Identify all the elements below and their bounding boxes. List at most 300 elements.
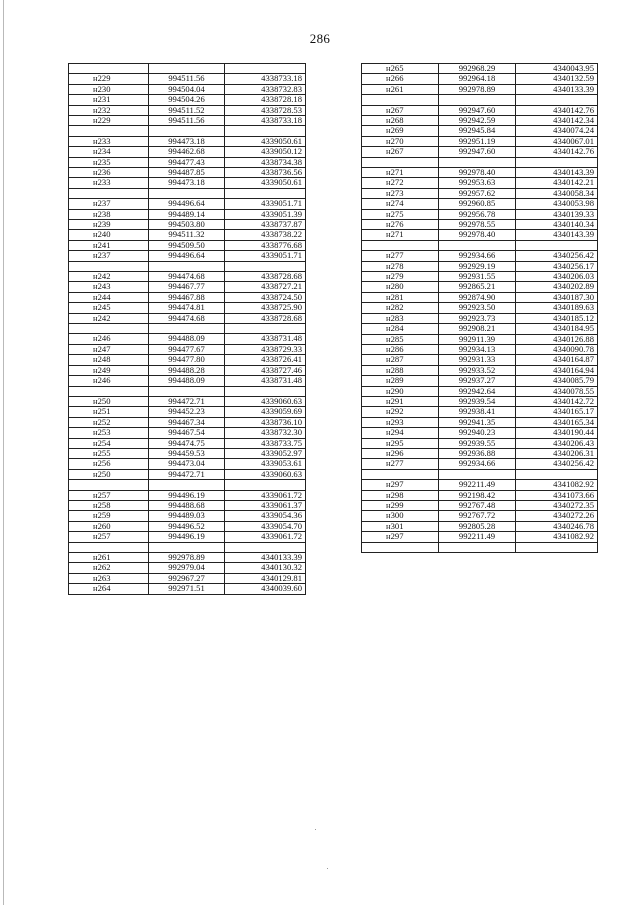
table-row: [69, 344, 306, 354]
point-id-cell: н301: [362, 521, 439, 531]
point-id-cell: н276: [362, 220, 439, 230]
y-coordinate-cell: 4339051.71: [225, 199, 306, 209]
table-row-separator: [69, 386, 306, 396]
point-id-cell: н267: [362, 147, 439, 157]
table-row: [69, 240, 306, 250]
x-coordinate-cell: 994474.68: [149, 313, 225, 323]
point-id-cell: [69, 324, 149, 334]
x-coordinate-cell: 994488.09: [149, 376, 225, 386]
y-coordinate-cell: 4338727.21: [225, 282, 306, 292]
point-id-cell: н240: [69, 230, 149, 240]
x-coordinate-cell: 992947.60: [439, 105, 516, 115]
y-coordinate-cell: 4338728.18: [225, 95, 306, 105]
x-coordinate-cell: 994473.18: [149, 178, 225, 188]
table-row: [362, 324, 598, 334]
x-coordinate-cell: [439, 469, 516, 479]
table-row: [362, 303, 598, 313]
table-row-separator: [362, 542, 598, 552]
table-row: [69, 469, 306, 479]
table-row: [362, 272, 598, 282]
x-coordinate-cell: 994472.71: [149, 396, 225, 406]
x-coordinate-cell: 992931.55: [439, 272, 516, 282]
point-id-cell: н243: [69, 282, 149, 292]
x-coordinate-cell: 994511.56: [149, 116, 225, 126]
y-coordinate-cell: 4338734.38: [225, 157, 306, 167]
table-row: [69, 355, 306, 365]
y-coordinate-cell: [225, 324, 306, 334]
point-id-cell: н271: [362, 168, 439, 178]
x-coordinate-cell: 992957.62: [439, 188, 516, 198]
y-coordinate-cell: 4340165.17: [516, 407, 598, 417]
point-id-cell: [362, 240, 439, 250]
y-coordinate-cell: 4340142.34: [516, 116, 598, 126]
y-coordinate-cell: 4338728.53: [225, 105, 306, 115]
x-coordinate-cell: 994477.80: [149, 355, 225, 365]
x-coordinate-cell: 992937.27: [439, 376, 516, 386]
x-coordinate-cell: 994473.04: [149, 459, 225, 469]
table-row: [362, 136, 598, 146]
y-coordinate-cell: 4339050.12: [225, 147, 306, 157]
table-row: [69, 490, 306, 500]
x-coordinate-cell: 992923.50: [439, 303, 516, 313]
point-id-cell: н267: [362, 105, 439, 115]
scan-speck: [327, 868, 328, 869]
table-row: [69, 303, 306, 313]
table-row: [362, 407, 598, 417]
x-coordinate-cell: 994474.68: [149, 272, 225, 282]
point-id-cell: н268: [362, 116, 439, 126]
y-coordinate-cell: 4338724.50: [225, 292, 306, 302]
table-row: [69, 552, 306, 562]
x-coordinate-cell: 994496.52: [149, 521, 225, 531]
y-coordinate-cell: 4340085.79: [516, 376, 598, 386]
y-coordinate-cell: 4339060.63: [225, 469, 306, 479]
point-id-cell: н231: [69, 95, 149, 105]
y-coordinate-cell: 4338736.10: [225, 417, 306, 427]
y-coordinate-cell: 4339052.97: [225, 448, 306, 458]
y-coordinate-cell: 4339054.70: [225, 521, 306, 531]
point-id-cell: [69, 126, 149, 136]
table-row: [69, 396, 306, 406]
table-row-separator: [69, 126, 306, 136]
point-id-cell: н254: [69, 438, 149, 448]
point-id-cell: н275: [362, 209, 439, 219]
point-id-cell: н241: [69, 240, 149, 250]
point-id-cell: н271: [362, 230, 439, 240]
x-coordinate-cell: 994496.19: [149, 532, 225, 542]
table-row: [69, 500, 306, 510]
table-row: [69, 511, 306, 521]
point-id-cell: н291: [362, 396, 439, 406]
x-coordinate-cell: 992940.23: [439, 428, 516, 438]
table-row: [362, 386, 598, 396]
table-row-separator: [362, 157, 598, 167]
table-row: [69, 438, 306, 448]
x-coordinate-cell: 992934.66: [439, 459, 516, 469]
table-row: [69, 407, 306, 417]
table-row: [362, 74, 598, 84]
point-id-cell: н273: [362, 188, 439, 198]
point-id-cell: н281: [362, 292, 439, 302]
x-coordinate-cell: 992978.40: [439, 168, 516, 178]
table-row: [69, 532, 306, 542]
table-row: [362, 355, 598, 365]
coordinates-table-right: [361, 63, 598, 553]
point-id-cell: н246: [69, 376, 149, 386]
scan-speck: [315, 829, 316, 830]
scan-edge-line: [3, 0, 4, 905]
y-coordinate-cell: 4340058.34: [516, 188, 598, 198]
x-coordinate-cell: [149, 188, 225, 198]
table-row: [69, 199, 306, 209]
y-coordinate-cell: [225, 188, 306, 198]
y-coordinate-cell: 4340256.42: [516, 459, 598, 469]
y-coordinate-cell: 4338733.75: [225, 438, 306, 448]
table-row: [362, 428, 598, 438]
table-row: [362, 292, 598, 302]
y-coordinate-cell: [225, 261, 306, 271]
x-coordinate-cell: 994467.77: [149, 282, 225, 292]
y-coordinate-cell: 4340189.63: [516, 303, 598, 313]
table-row: [69, 147, 306, 157]
x-coordinate-cell: 992978.89: [149, 552, 225, 562]
table-row: [362, 313, 598, 323]
y-coordinate-cell: 4340142.76: [516, 147, 598, 157]
x-coordinate-cell: 994452.23: [149, 407, 225, 417]
point-id-cell: н236: [69, 168, 149, 178]
table-row: [362, 116, 598, 126]
point-id-cell: н297: [362, 480, 439, 490]
x-coordinate-cell: 992960.85: [439, 199, 516, 209]
point-id-cell: н270: [362, 136, 439, 146]
y-coordinate-cell: 4338732.83: [225, 84, 306, 94]
y-coordinate-cell: [225, 126, 306, 136]
x-coordinate-cell: 992968.29: [439, 64, 516, 74]
point-id-cell: н300: [362, 511, 439, 521]
point-id-cell: н289: [362, 376, 439, 386]
point-id-cell: н246: [69, 334, 149, 344]
table-row: [69, 157, 306, 167]
point-id-cell: н287: [362, 355, 439, 365]
coordinates-table-left: [68, 63, 306, 595]
y-coordinate-cell: 4340133.39: [516, 84, 598, 94]
table-row: [362, 344, 598, 354]
x-coordinate-cell: [149, 542, 225, 552]
table-row: [69, 105, 306, 115]
x-coordinate-cell: 992934.66: [439, 251, 516, 261]
point-id-cell: н233: [69, 136, 149, 146]
table-row: [362, 532, 598, 542]
point-id-cell: н234: [69, 147, 149, 157]
point-id-cell: н242: [69, 272, 149, 282]
y-coordinate-cell: [516, 95, 598, 105]
table-row: [362, 448, 598, 458]
point-id-cell: н294: [362, 428, 439, 438]
point-id-cell: н253: [69, 428, 149, 438]
point-id-cell: н298: [362, 490, 439, 500]
x-coordinate-cell: 994489.14: [149, 209, 225, 219]
point-id-cell: н229: [69, 74, 149, 84]
x-coordinate-cell: 994496.64: [149, 251, 225, 261]
y-coordinate-cell: 4340133.39: [225, 552, 306, 562]
x-coordinate-cell: 994462.68: [149, 147, 225, 157]
x-coordinate-cell: 992874.90: [439, 292, 516, 302]
x-coordinate-cell: [439, 542, 516, 552]
y-coordinate-cell: 4340165.34: [516, 417, 598, 427]
table-row: [69, 74, 306, 84]
y-coordinate-cell: 4338727.46: [225, 365, 306, 375]
point-id-cell: н257: [69, 490, 149, 500]
point-id-cell: н264: [69, 584, 149, 594]
y-coordinate-cell: [225, 542, 306, 552]
y-coordinate-cell: 4341082.92: [516, 532, 598, 542]
point-id-cell: н250: [69, 396, 149, 406]
table-row: [69, 178, 306, 188]
x-coordinate-cell: 994488.28: [149, 365, 225, 375]
table-row-separator: [69, 480, 306, 490]
x-coordinate-cell: 994509.50: [149, 240, 225, 250]
table-row: [69, 417, 306, 427]
table-row: [69, 376, 306, 386]
x-coordinate-cell: [439, 95, 516, 105]
point-id-cell: [69, 542, 149, 552]
x-coordinate-cell: [149, 261, 225, 271]
x-coordinate-cell: 994459.53: [149, 448, 225, 458]
y-coordinate-cell: 4338736.56: [225, 168, 306, 178]
y-coordinate-cell: 4340143.39: [516, 168, 598, 178]
table-row: [69, 272, 306, 282]
point-id-cell: [69, 261, 149, 271]
y-coordinate-cell: 4339061.72: [225, 532, 306, 542]
table-row: [69, 365, 306, 375]
y-coordinate-cell: 4338733.18: [225, 74, 306, 84]
table-row: [69, 334, 306, 344]
table-row: [362, 261, 598, 271]
x-coordinate-cell: 992978.89: [439, 84, 516, 94]
point-id-cell: н257: [69, 532, 149, 542]
x-coordinate-cell: 994488.68: [149, 500, 225, 510]
x-coordinate-cell: 994489.03: [149, 511, 225, 521]
table-row: [69, 313, 306, 323]
x-coordinate-cell: 994477.43: [149, 157, 225, 167]
x-coordinate-cell: 992911.39: [439, 334, 516, 344]
x-coordinate-cell: 992939.54: [439, 396, 516, 406]
y-coordinate-cell: [516, 240, 598, 250]
x-coordinate-cell: 992865.21: [439, 282, 516, 292]
y-coordinate-cell: 4339054.36: [225, 511, 306, 521]
table-row: [362, 220, 598, 230]
x-coordinate-cell: 994472.71: [149, 469, 225, 479]
point-id-cell: н232: [69, 105, 149, 115]
point-id-cell: н297: [362, 532, 439, 542]
coordinates-table-left-body: [69, 64, 306, 595]
point-id-cell: н266: [362, 74, 439, 84]
x-coordinate-cell: 992964.18: [439, 74, 516, 84]
x-coordinate-cell: 992947.60: [439, 147, 516, 157]
x-coordinate-cell: 992908.21: [439, 324, 516, 334]
table-row: [362, 334, 598, 344]
table-row: [362, 209, 598, 219]
point-id-cell: н292: [362, 407, 439, 417]
point-id-cell: н284: [362, 324, 439, 334]
y-coordinate-cell: 4338737.87: [225, 220, 306, 230]
y-coordinate-cell: 4339050.61: [225, 136, 306, 146]
x-coordinate-cell: 992979.04: [149, 563, 225, 573]
table-row: [69, 584, 306, 594]
table-row: [362, 84, 598, 94]
point-id-cell: н274: [362, 199, 439, 209]
point-id-cell: н283: [362, 313, 439, 323]
x-coordinate-cell: [149, 386, 225, 396]
y-coordinate-cell: 4340206.31: [516, 448, 598, 458]
point-id-cell: н262: [69, 563, 149, 573]
x-coordinate-cell: 992942.64: [439, 386, 516, 396]
x-coordinate-cell: 992939.55: [439, 438, 516, 448]
y-coordinate-cell: 4340140.34: [516, 220, 598, 230]
y-coordinate-cell: 4340206.03: [516, 272, 598, 282]
x-coordinate-cell: 994488.09: [149, 334, 225, 344]
table-row: [69, 563, 306, 573]
point-id-cell: [69, 64, 149, 74]
table-row: [69, 84, 306, 94]
table-row: [69, 116, 306, 126]
y-coordinate-cell: 4340053.98: [516, 199, 598, 209]
x-coordinate-cell: 994496.19: [149, 490, 225, 500]
x-coordinate-cell: 992211.49: [439, 532, 516, 542]
point-id-cell: н247: [69, 344, 149, 354]
y-coordinate-cell: 4340185.12: [516, 313, 598, 323]
y-coordinate-cell: 4339051.39: [225, 209, 306, 219]
table-row-separator: [362, 469, 598, 479]
x-coordinate-cell: 992767.72: [439, 511, 516, 521]
x-coordinate-cell: 992211.49: [439, 480, 516, 490]
y-coordinate-cell: 4338738.22: [225, 230, 306, 240]
y-coordinate-cell: [225, 480, 306, 490]
y-coordinate-cell: 4341082.92: [516, 480, 598, 490]
point-id-cell: н237: [69, 199, 149, 209]
point-id-cell: н295: [362, 438, 439, 448]
table-row: [69, 428, 306, 438]
point-id-cell: н233: [69, 178, 149, 188]
x-coordinate-cell: 992805.28: [439, 521, 516, 531]
x-coordinate-cell: 992931.33: [439, 355, 516, 365]
x-coordinate-cell: 992938.41: [439, 407, 516, 417]
table-row-separator: [69, 188, 306, 198]
x-coordinate-cell: 992198.42: [439, 490, 516, 500]
table-row-separator: [69, 324, 306, 334]
y-coordinate-cell: 4339060.63: [225, 396, 306, 406]
y-coordinate-cell: 4340067.01: [516, 136, 598, 146]
point-id-cell: н261: [362, 84, 439, 94]
table-row: [362, 417, 598, 427]
x-coordinate-cell: 994504.04: [149, 84, 225, 94]
x-coordinate-cell: [149, 126, 225, 136]
x-coordinate-cell: 994511.32: [149, 230, 225, 240]
y-coordinate-cell: 4340132.59: [516, 74, 598, 84]
y-coordinate-cell: 4338728.68: [225, 272, 306, 282]
point-id-cell: н288: [362, 365, 439, 375]
table-row: [69, 230, 306, 240]
table-row-separator: [362, 240, 598, 250]
page-number: 286: [309, 31, 331, 46]
x-coordinate-cell: 992934.13: [439, 344, 516, 354]
y-coordinate-cell: 4340142.76: [516, 105, 598, 115]
y-coordinate-cell: 4338733.18: [225, 116, 306, 126]
x-coordinate-cell: 994474.81: [149, 303, 225, 313]
y-coordinate-cell: 4340139.33: [516, 209, 598, 219]
x-coordinate-cell: 992967.27: [149, 573, 225, 583]
table-row: [362, 490, 598, 500]
point-id-cell: н239: [69, 220, 149, 230]
x-coordinate-cell: 994477.67: [149, 344, 225, 354]
point-id-cell: н230: [69, 84, 149, 94]
y-coordinate-cell: 4340187.30: [516, 292, 598, 302]
table-row: [362, 282, 598, 292]
table-row: [69, 573, 306, 583]
y-coordinate-cell: [516, 157, 598, 167]
table-row: [362, 501, 598, 511]
y-coordinate-cell: 4339061.72: [225, 490, 306, 500]
y-coordinate-cell: 4340129.81: [225, 573, 306, 583]
x-coordinate-cell: 992933.52: [439, 365, 516, 375]
y-coordinate-cell: 4340190.44: [516, 428, 598, 438]
coordinates-table-right-body: [362, 64, 598, 553]
x-coordinate-cell: 994487.85: [149, 168, 225, 178]
y-coordinate-cell: 4338731.48: [225, 334, 306, 344]
y-coordinate-cell: 4340256.42: [516, 251, 598, 261]
table-row: [69, 521, 306, 531]
table-row-separator: [69, 64, 306, 74]
table-row: [362, 147, 598, 157]
y-coordinate-cell: 4340078.55: [516, 386, 598, 396]
table-row: [69, 220, 306, 230]
point-id-cell: н280: [362, 282, 439, 292]
point-id-cell: [362, 542, 439, 552]
y-coordinate-cell: 4340090.78: [516, 344, 598, 354]
table-row: [69, 168, 306, 178]
point-id-cell: н259: [69, 511, 149, 521]
point-id-cell: н286: [362, 344, 439, 354]
y-coordinate-cell: 4340164.87: [516, 355, 598, 365]
point-id-cell: н250: [69, 469, 149, 479]
x-coordinate-cell: 992951.19: [439, 136, 516, 146]
y-coordinate-cell: 4340043.95: [516, 64, 598, 74]
point-id-cell: н277: [362, 459, 439, 469]
point-id-cell: н272: [362, 178, 439, 188]
y-coordinate-cell: [516, 542, 598, 552]
x-coordinate-cell: 994474.75: [149, 438, 225, 448]
x-coordinate-cell: 992941.35: [439, 417, 516, 427]
y-coordinate-cell: 4340130.32: [225, 563, 306, 573]
x-coordinate-cell: 992929.19: [439, 261, 516, 271]
point-id-cell: н265: [362, 64, 439, 74]
point-id-cell: н252: [69, 417, 149, 427]
point-id-cell: н260: [69, 521, 149, 531]
table-row: [69, 282, 306, 292]
table-row: [362, 126, 598, 136]
table-row: [69, 95, 306, 105]
table-row: [69, 459, 306, 469]
y-coordinate-cell: 4340074.24: [516, 126, 598, 136]
point-id-cell: н242: [69, 313, 149, 323]
y-coordinate-cell: 4340202.89: [516, 282, 598, 292]
y-coordinate-cell: [516, 469, 598, 479]
table-row: [362, 459, 598, 469]
x-coordinate-cell: 994467.34: [149, 417, 225, 427]
y-coordinate-cell: 4338732.30: [225, 428, 306, 438]
x-coordinate-cell: 994473.18: [149, 136, 225, 146]
point-id-cell: н290: [362, 386, 439, 396]
